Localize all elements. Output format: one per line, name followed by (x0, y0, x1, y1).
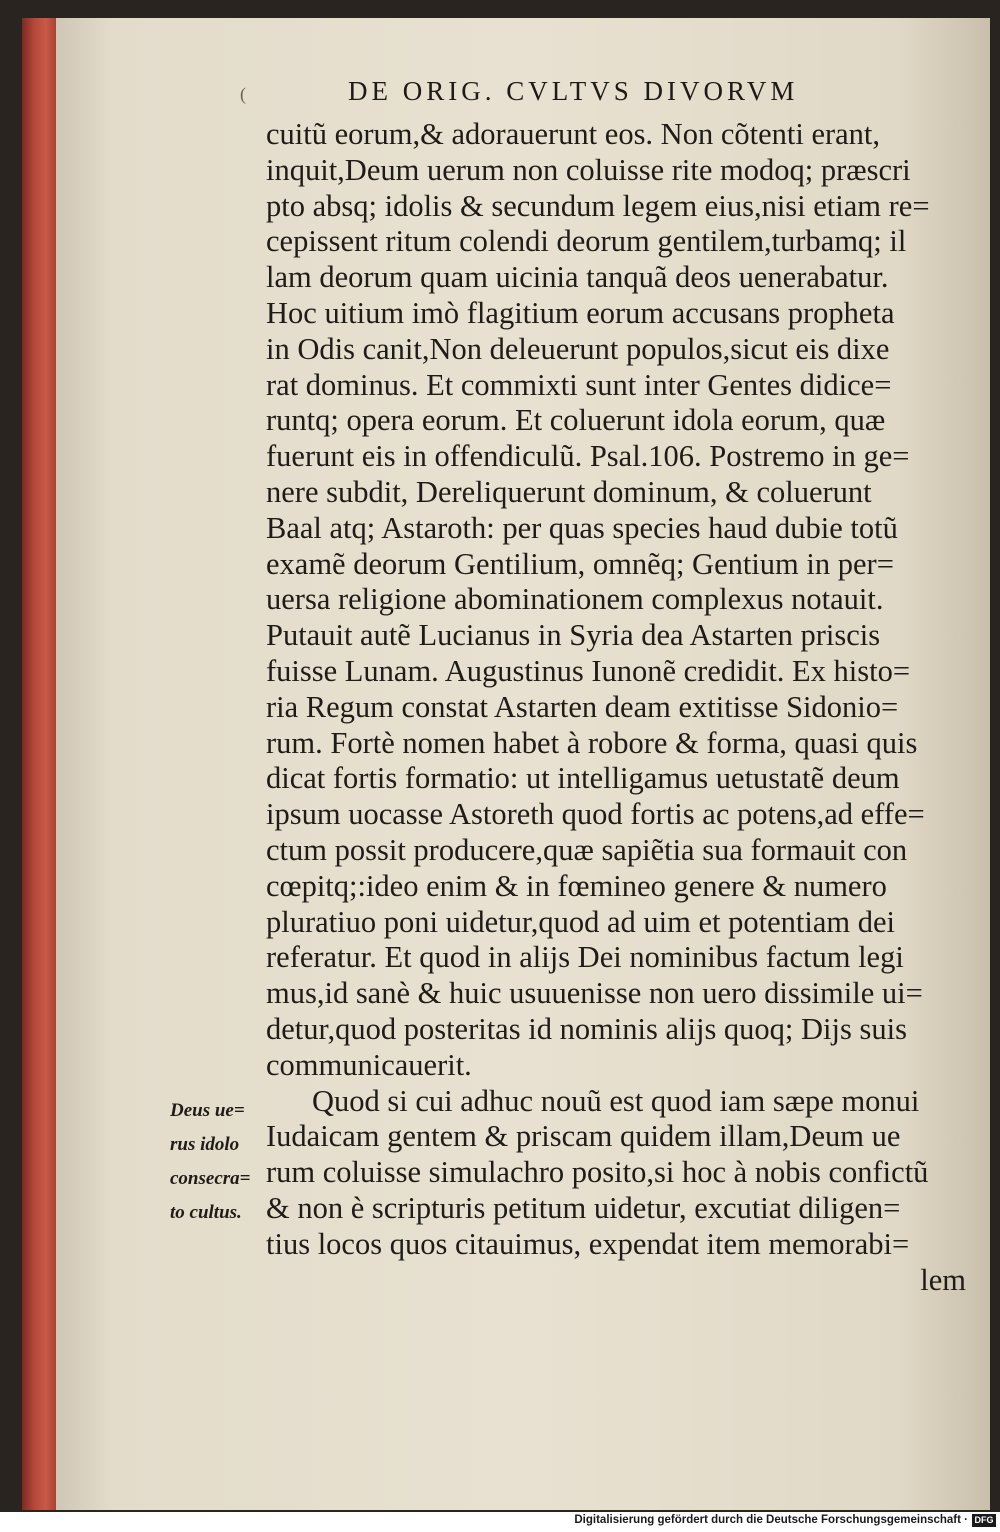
text-line: tius locos quos citauimus, expendat item memorabi= (266, 1226, 910, 1261)
text-line: Quod si cui adhuc nouũ est quod iam sæpe monui (312, 1083, 920, 1118)
marginal-note-line: to cultus. (170, 1202, 242, 1223)
text-line: communicauerit. (266, 1047, 472, 1082)
body-text (266, 117, 966, 1298)
text-line: cepissent ritum colendi deorum gentilem,turbamq; il (266, 224, 907, 259)
text-line: in Odis canit,Non deleuerunt populos,sicut eis dixe (266, 331, 890, 366)
text-line: nere subdit, Dereliquerunt dominum, & coluerunt (266, 474, 872, 509)
text-line: uersa religione abominationem complexus notauit. (266, 582, 884, 617)
text-line: Iudaicam gentem & priscam quidem illam,Deum ue (266, 1119, 901, 1154)
text-line: Baal atq; Astaroth: per quas species haud dubie totũ (266, 510, 898, 545)
text-line: mus,id sanè & huic usuuenisse non uero dissimile ui= (266, 976, 923, 1011)
red-page-edge (22, 18, 56, 1510)
funding-credit: Digitalisierung gefördert durch die Deutsche Forschungsgemeinschaft · (574, 1514, 968, 1526)
text-line: & non è scripturis petitum uidetur, excutiat diligen= (266, 1190, 901, 1225)
text-line: rat dominus. Et commixti sunt inter Gentes didice= (266, 367, 892, 402)
text-line: fuerunt eis in offendiculũ. Psal.106. Postremo in ge= (266, 439, 910, 474)
text-line: rum coluisse simulachro posito,si hoc à nobis confictũ (266, 1155, 929, 1190)
text-line: Putauit autẽ Lucianus in Syria dea Astarten priscis (266, 618, 881, 653)
digitization-footer (0, 1512, 1000, 1532)
text-line: fuisse Lunam. Augustinus Iunonẽ credidit. Ex histo= (266, 653, 911, 688)
text-line: pluratiuo poni uidetur,quod ad uim et potentiam dei (266, 904, 895, 939)
catchword: lem (920, 1262, 966, 1297)
text-line: ctum possit producere,quæ sapiẽtia sua formauit con (266, 832, 908, 867)
text-line: detur,quod posteritas id nominis alijs quoq; Dijs suis (266, 1011, 907, 1046)
marginal-note-line: consecra= (170, 1168, 251, 1189)
text-line: referatur. Et quod in alijs Dei nominibus factum legi (266, 940, 904, 975)
text-line: lam deorum quam uicinia tanquã deos uenerabatur. (266, 260, 889, 295)
running-head: DE ORIG. CVLTVS DIVORVM (348, 76, 799, 106)
head-mark: ( (240, 84, 246, 104)
dfg-logo: DFG (972, 1514, 996, 1527)
text-line: ria Regum constat Astarten deam extitisse Sidonio= (266, 689, 899, 724)
text-line: rum. Fortè nomen habet à robore & forma, quasi quis (266, 725, 918, 760)
marginal-note-line: Deus ue= (170, 1100, 245, 1121)
text-line: Hoc uitium imò flagitium eorum accusans propheta (266, 295, 895, 330)
text-line: cœpitq;:ideo enim & in fœmineo genere & numero (266, 868, 887, 903)
text-line: cuitũ eorum,& adorauerunt eos. Non cõtenti erant, (266, 117, 881, 151)
text-line: ipsum uocasse Astoreth quod fortis ac potens,ad effe= (266, 797, 925, 832)
text-line: pto absq; idolis & secundum legem eius,nisi etiam re= (266, 188, 930, 223)
text-line: examẽ deorum Gentilium, omnẽq; Gentium in per= (266, 546, 894, 581)
text-line: inquit,Deum uerum non coluisse rite modoq; præscri (266, 152, 911, 187)
text-line: runtq; opera eorum. Et coluerunt idola eorum, quæ (266, 403, 886, 438)
marginal-note (170, 1094, 265, 1230)
marginal-note-line: rus idolo (170, 1134, 240, 1155)
text-line: dicat fortis formatio: ut intelligamus uetustatẽ deum (266, 761, 900, 796)
